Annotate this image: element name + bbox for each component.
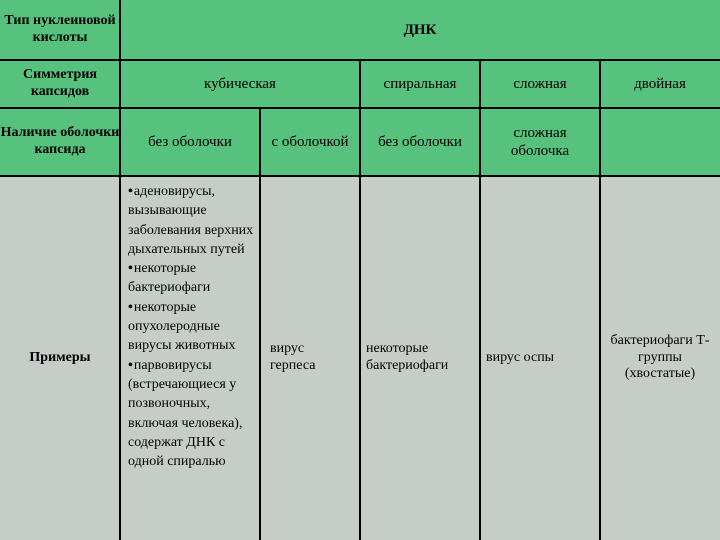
examples-col3: некоторые бактериофаги [360,176,480,540]
row2-label: Симметрия капсидов [0,60,120,108]
row4-label: Примеры [0,176,120,540]
list-item: • некоторые опухолеродные вирусы животных [128,298,256,356]
symmetry-cubic: кубическая [120,60,360,108]
list-item: • парвовирусы (встречающиеся у позвоночных, включая человека), содержат ДНК с одной спиралью [128,356,256,472]
examples-col4: вирус оспы [480,176,600,540]
list-item: • некоторые бактериофаги [128,259,256,298]
row1-label: Тип нуклеиновой кислоты [0,0,120,60]
divider [479,60,481,540]
divider [359,60,361,540]
nucleic-acid-type-value: ДНК [120,0,720,60]
divider [599,60,601,540]
envelope-none-2: без оболочки [360,108,480,176]
symmetry-double: двойная [600,60,720,108]
divider [0,175,720,177]
envelope-with: с оболочкой [260,108,360,176]
symmetry-complex: сложная [480,60,600,108]
examples-list [128,182,256,471]
divider [0,59,720,61]
symmetry-spiral: спиральная [360,60,480,108]
divider [259,108,261,540]
row3-label: Наличие оболочки капсида [0,108,120,176]
envelope-empty [600,108,720,176]
examples-col2: вирус герпеса [260,176,360,540]
divider [0,107,720,109]
list-item: • аденовирусы, вызывающие заболевания верхних дыхательных путей [128,182,256,259]
examples-col1 [120,176,260,540]
envelope-none-1: без оболочки [120,108,260,176]
examples-col5: бактериофаги Т-группы (хвостатые) [600,176,720,540]
divider [119,0,121,540]
envelope-complex: сложная оболочка [480,108,600,176]
